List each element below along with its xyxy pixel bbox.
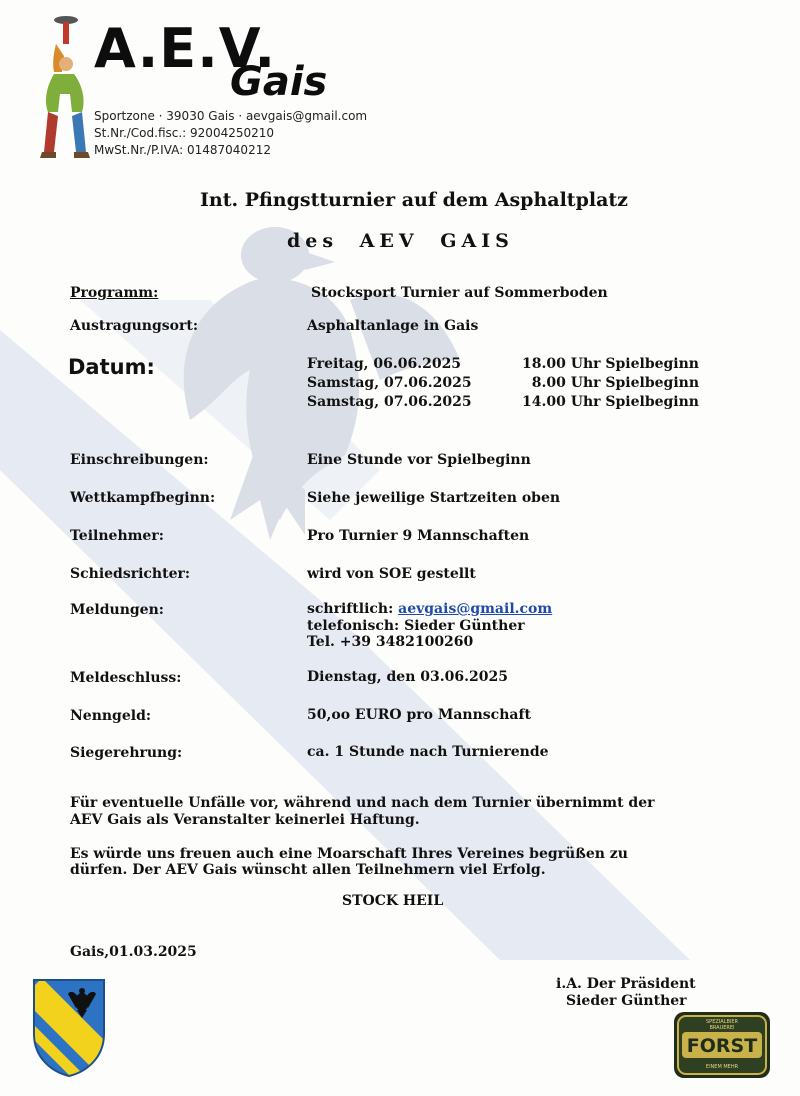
datum-day: Samstag, 07.06.2025 — [307, 375, 472, 391]
meldeschluss-value: Dienstag, den 03.06.2025 — [307, 669, 508, 685]
siegerehrung-value: ca. 1 Stunde nach Turnierende — [307, 744, 549, 760]
teilnehmer-value: Pro Turnier 9 Mannschaften — [307, 528, 530, 544]
wettkampfbeginn-label: Wettkampfbeginn: — [70, 490, 216, 506]
page-title: Int. Pfingstturnier auf dem Asphaltplatz — [200, 189, 628, 211]
sponsor-middle-text: BRAUEREI — [709, 1025, 735, 1031]
header-tax-number: St.Nr./Cod.fisc.: 92004250210 — [94, 126, 275, 140]
greeting: STOCK HEIL — [342, 893, 444, 909]
signature-name: Sieder Günther — [566, 993, 687, 1009]
sponsor-bottom-text: EINEM MEHR — [705, 1064, 739, 1070]
signature-title: i.A. Der Präsident — [556, 976, 696, 992]
datum-time: 18.00 Uhr Spielbeginn — [522, 356, 699, 372]
datum-entry — [307, 356, 699, 373]
einschreibungen-label: Einschreibungen: — [70, 452, 209, 468]
austragungsort-value: Asphaltanlage in Gais — [307, 318, 479, 334]
page-subtitle: des AEV GAIS — [287, 230, 514, 252]
nenngeld-value: 50,oo EURO pro Mannschaft — [307, 707, 531, 723]
teilnehmer-label: Teilnehmer: — [70, 528, 164, 544]
wettkampfbeginn-value: Siehe jeweilige Startzeiten oben — [307, 490, 561, 506]
datum-label: Datum: — [68, 355, 155, 379]
email-link[interactable]: aevgais@gmail.com — [398, 601, 553, 617]
header-vat-number: MwSt.Nr./P.IVA: 01487040212 — [94, 143, 271, 157]
meldeschluss-label: Meldeschluss: — [70, 670, 182, 686]
datum-day: Freitag, 06.06.2025 — [307, 356, 462, 372]
meldungen-phone-contact: telefonisch: Sieder Günther — [307, 618, 525, 634]
datum-time: 14.00 Uhr Spielbeginn — [522, 394, 699, 410]
datum-schedule — [307, 356, 707, 416]
closing-line-1: Es würde uns freuen auch eine Moarschaft Ihres Vereines begrüßen zu — [70, 846, 628, 862]
disclaimer-line-1: Für eventuelle Unfälle vor, während und nach dem Turnier übernimmt der — [70, 795, 655, 811]
logo-subtitle: Gais — [230, 59, 328, 105]
sponsor-top-text: SPEZIALBIER — [706, 1019, 738, 1025]
schiedsrichter-value: wird von SOE gestellt — [307, 566, 476, 582]
meldungen-label: Meldungen: — [70, 602, 164, 618]
einschreibungen-value: Eine Stunde vor Spielbeginn — [307, 452, 531, 468]
gais-coat-of-arms-icon — [32, 978, 106, 1078]
logo-title: A.E.V. — [94, 17, 277, 80]
datum-entry — [307, 375, 699, 392]
sponsor-brand: FORST — [686, 1035, 758, 1057]
schiedsrichter-label: Schiedsrichter: — [70, 566, 191, 582]
place-date: Gais,01.03.2025 — [70, 944, 197, 960]
datum-entry — [307, 394, 699, 411]
closing-line-2: dürfen. Der AEV Gais wünscht allen Teilnehmern viel Erfolg. — [70, 862, 546, 878]
disclaimer-line-2: AEV Gais als Veranstalter keinerlei Haftung. — [70, 812, 420, 828]
programm-value: Stocksport Turnier auf Sommerboden — [311, 285, 608, 301]
austragungsort-label: Austragungsort: — [70, 318, 199, 334]
meldungen-written — [307, 601, 552, 617]
siegerehrung-label: Siegerehrung: — [70, 745, 183, 761]
header-address: Sportzone · 39030 Gais · aevgais@gmail.com — [94, 109, 368, 123]
meldungen-written-prefix: schriftlich: — [307, 601, 399, 617]
programm-label: Programm: — [70, 285, 159, 301]
meldungen-phone-number: Tel. +39 3482100260 — [307, 634, 474, 650]
datum-day: Samstag, 07.06.2025 — [307, 394, 472, 410]
curler-figure-icon — [36, 12, 96, 162]
forst-brewery-logo — [672, 1008, 772, 1084]
nenngeld-label: Nenngeld: — [70, 708, 152, 724]
datum-time: 8.00 Uhr Spielbeginn — [531, 375, 699, 391]
